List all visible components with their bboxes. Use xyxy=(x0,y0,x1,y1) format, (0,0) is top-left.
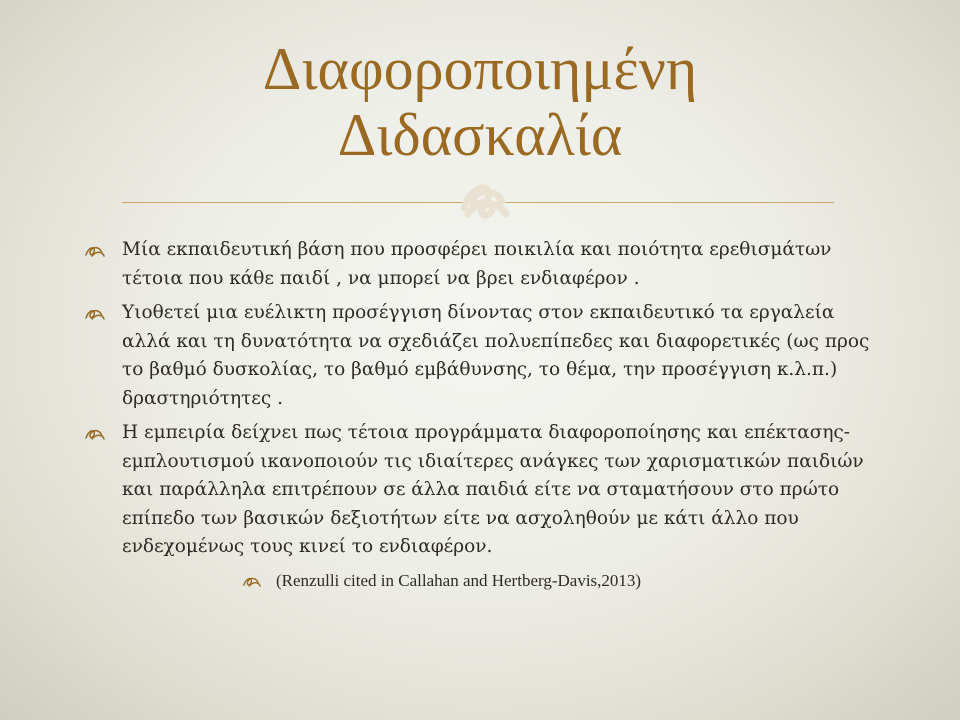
bullet-item xyxy=(84,299,884,413)
curl-bullet-icon xyxy=(84,307,106,321)
bullet-text: Μία εκπαιδευτική βάση που προσφέρει ποικιλία και ποιότητα ερεθισμάτων τέτοια που κάθε παιδί , να μπορεί να βρει ενδιαφέρον . xyxy=(122,239,832,289)
title-line-2: Διδασκαλία xyxy=(337,102,623,168)
bullet-item xyxy=(84,236,884,293)
citation-text: (Renzulli cited in Callahan and Hertberg-Davis,2013) xyxy=(276,570,642,590)
curl-bullet-icon xyxy=(84,427,106,441)
bullet-text: Υιοθετεί μια ευέλικτη προσέγγιση δίνοντας στον εκπαιδευτικό τα εργαλεία αλλά και τη δυνατότητα να σχεδιάζει πολυεπίπεδες και διαφορετικές (ως προς το βαθμό δυσκολίας, το βαθμό εμβάθυνσης, το θέμα, την προσέγγιση κ.λ.π.) δραστηριότητες . xyxy=(122,302,870,409)
bullet-item xyxy=(84,419,884,562)
slide-title xyxy=(150,36,810,168)
curl-bullet-icon xyxy=(84,244,106,258)
bullet-list xyxy=(84,236,884,594)
curl-bullet-icon xyxy=(242,575,262,588)
title-line-1: Διαφοροποιημένη xyxy=(262,36,698,102)
citation-item xyxy=(242,568,884,594)
bullet-text: Η εμπειρία δείχνει πως τέτοια προγράμματα διαφοροποίησης και επέκτασης- εμπλουτισμού ικανοποιούν τις ιδιαίτερες ανάγκες των χαρισματικών παιδιών και παράλληλα επιτρέπουν σε άλλα παιδιά είτε να σταματήσουν στο πρώτο επίπεδο των βασικών δεξιοτήτων είτε να ασχοληθούν με κάτι άλλο που ενδεχομένως τους κινεί το ενδιαφέρον. xyxy=(122,422,864,557)
flourish-ornament-icon xyxy=(458,178,512,222)
